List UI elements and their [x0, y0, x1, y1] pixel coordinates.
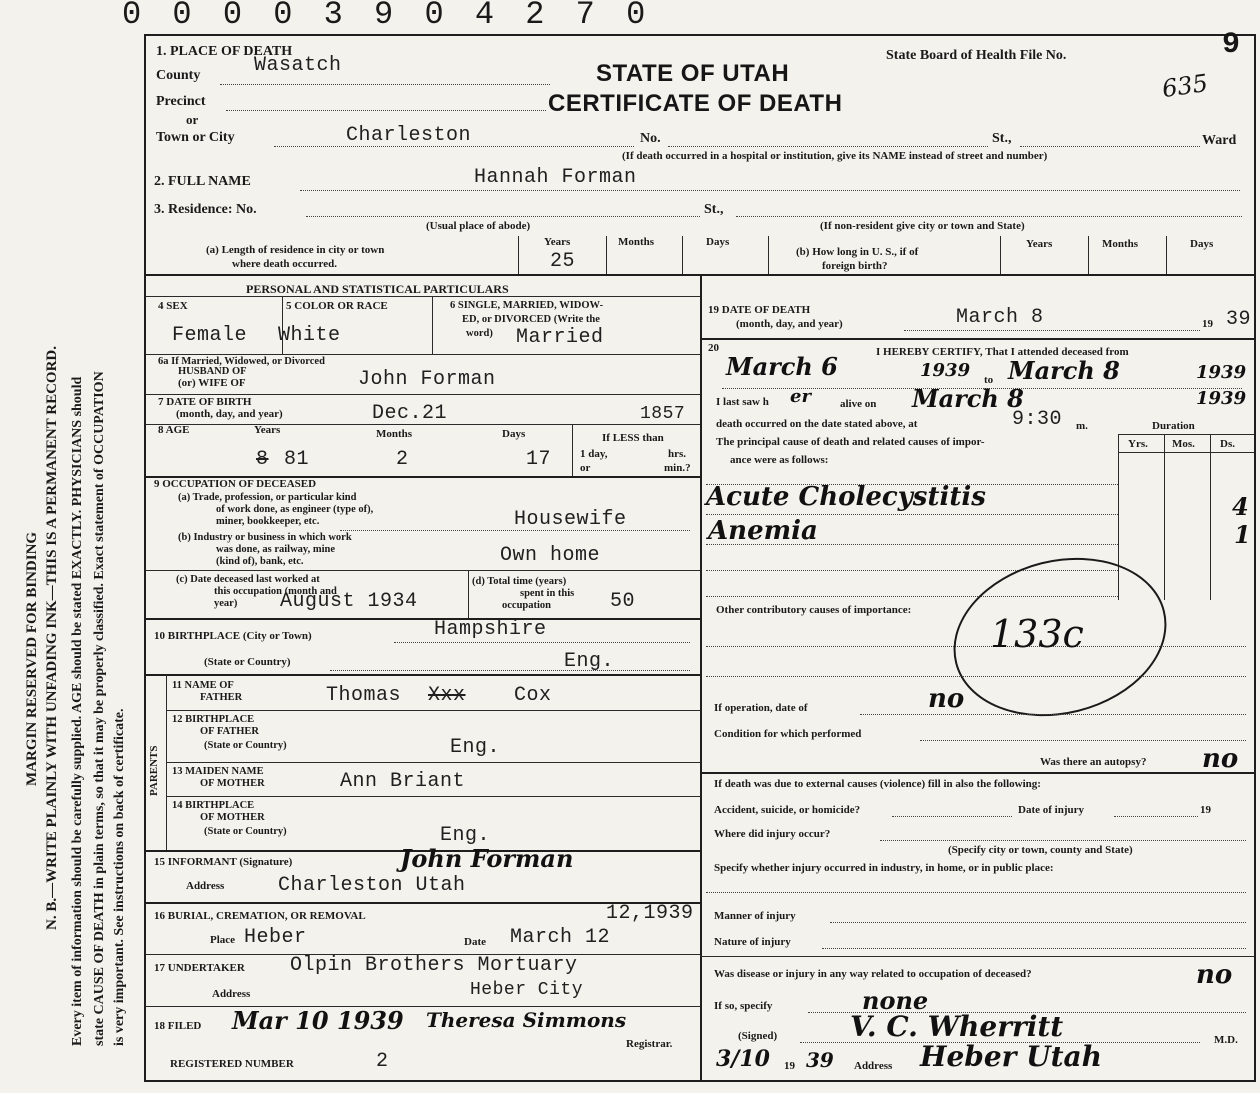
if-so-label: If so, specify [714, 1000, 773, 1012]
father-struck-text: Xxx [428, 684, 466, 707]
certificate-title: CERTIFICATE OF DEATH [548, 90, 843, 117]
mother-birthplace-label-2: OF MOTHER [200, 812, 265, 823]
serial-number: 0 0 0 0 3 9 0 4 2 7 0 [122, 0, 652, 33]
death-year-value: 39 [1226, 308, 1252, 331]
age-min-label: min.? [664, 462, 691, 474]
occupation-b-label-1: (b) Industry or business in which work [178, 532, 352, 543]
place-of-death-heading: 1. PLACE OF DEATH [156, 44, 293, 59]
last-saw-pronoun: er [790, 386, 811, 407]
attended-from-year: 1939 [920, 360, 971, 381]
occupation-c-label-2: this occupation (month and [214, 586, 337, 597]
occupation-a-label-1: (a) Trade, profession, or particular kind [178, 492, 357, 503]
residence-days-header: Days [706, 236, 730, 248]
age-days-value: 17 [526, 448, 552, 471]
age-months-header: Months [376, 428, 413, 440]
spouse-label-3: (or) WIFE OF [178, 377, 246, 389]
death-time-value: 9:30 [1012, 408, 1063, 431]
informant-address-label: Address [186, 880, 225, 892]
occupation-a-label-2: of work done, as engineer (type of), [216, 504, 374, 515]
form-right-border [1254, 34, 1256, 1082]
spouse-value: John Forman [358, 368, 496, 391]
alive-on-label: alive on [840, 398, 877, 410]
death-date-label-2: (month, day, and year) [736, 318, 843, 330]
attended-to-label: to [984, 374, 994, 386]
father-first-name: Thomas [326, 684, 402, 707]
if-so-value: none [862, 986, 929, 1015]
father-birthplace-label-2: OF FATHER [200, 726, 260, 737]
birthplace-state-value: Eng. [564, 650, 615, 673]
burial-label: 16 BURIAL, CREMATION, OR REMOVAL [154, 910, 366, 922]
death-time-suffix: m. [1076, 420, 1088, 432]
file-number-value: 9 [1222, 28, 1241, 62]
non-resident-note: (If non-resident give city or town and State) [820, 220, 1025, 232]
occupation-last-worked-value: August 1934 [280, 590, 418, 613]
informant-address-value: Charleston Utah [278, 874, 466, 897]
undertaker-label: 17 UNDERTAKER [154, 962, 245, 974]
registrar-label: Registrar. [626, 1038, 673, 1050]
external-causes-label: If death was due to external causes (violence) fill in also the following: [714, 778, 1041, 790]
father-birthplace-value: Eng. [450, 736, 501, 759]
cause-label-2: ance were as follows: [730, 454, 829, 466]
cause-1-value: Acute Cholecystitis [706, 482, 986, 512]
margin-instructions-1: Every item of information should be carefully supplied. AGE should be stated EXACTLY. PHYSICIANS should [70, 376, 85, 1046]
margin-binding-note: MARGIN RESERVED FOR BINDING [24, 531, 40, 786]
autopsy-value: no [1202, 744, 1239, 774]
occupation-trade-value: Housewife [514, 508, 627, 531]
physician-signature: V. C. Wherritt [850, 1010, 1064, 1043]
street-label: St., [992, 131, 1012, 146]
age-months-value: 2 [396, 448, 409, 471]
occupation-b-label-2: was done, as railway, mine [216, 544, 336, 555]
father-birthplace-label-3: (State or Country) [204, 740, 287, 751]
margin-permanent-record-note: N. B.—WRITE PLAINLY WITH UNFADING INK—THIS IS A PERMANENT RECORD. [44, 346, 60, 930]
age-less-label-1: If LESS than [602, 432, 664, 444]
duration-years-header: Yrs. [1128, 438, 1148, 450]
residence-months-header: Months [618, 236, 655, 248]
mother-birthplace-label-1: 14 BIRTHPLACE [172, 800, 255, 811]
spouse-label-1: 6a If Married, Widowed, or Divorced [158, 356, 325, 367]
us-years-header: Years [1026, 238, 1053, 250]
undertaker-address-label: Address [212, 988, 251, 1000]
mother-name-label-1: 13 MAIDEN NAME [172, 766, 264, 777]
hospital-note: (If death occurred in a hospital or institution, give its NAME instead of street and number) [622, 150, 1048, 162]
age-years-struck: 8 [256, 448, 269, 471]
birthplace-value: Hampshire [434, 618, 547, 641]
informant-label: 15 INFORMANT (Signature) [154, 856, 293, 868]
occupation-d-label-3: occupation [502, 600, 552, 611]
us-months-header: Months [1102, 238, 1139, 250]
marital-value: Married [516, 326, 604, 349]
usual-abode-note: (Usual place of abode) [426, 220, 531, 232]
attended-from-date: March 6 [726, 352, 838, 381]
contributory-causes-label: Other contributory causes of importance: [716, 604, 912, 616]
death-date-value: March 8 [956, 306, 1044, 329]
certify-text: I HEREBY CERTIFY, That I attended deceased from [876, 346, 1129, 358]
father-last-name: Cox [514, 684, 552, 707]
filed-date-value: Mar 10 1939 [232, 1006, 404, 1035]
form-top-border [144, 34, 1254, 36]
age-days-header: Days [502, 428, 526, 440]
length-residence-label-1: (a) Length of residence in city or town [206, 244, 385, 256]
physician-address-label: Address [854, 1060, 893, 1072]
occupation-c-label-1: (c) Date deceased last worked at [176, 574, 320, 585]
injury-location-label: Where did injury occur? [714, 828, 831, 840]
residence-street-label: St., [704, 202, 724, 217]
injury-location-note: (Specify city or town, county and State) [948, 844, 1133, 856]
duration-days-header: Ds. [1220, 438, 1235, 450]
cause-2-value: Anemia [708, 516, 818, 546]
birth-date-label-1: 7 DATE OF BIRTH [158, 396, 252, 408]
physician-address: Heber Utah [920, 1040, 1103, 1073]
burial-date-stamp: 12,1939 [606, 902, 694, 925]
margin-instructions-3: is very important. See instructions on back of certificate. [112, 708, 127, 1046]
age-less-label-3: or [580, 462, 591, 474]
registered-number-value: 2 [376, 1050, 389, 1073]
full-name-value: Hannah Forman [474, 166, 637, 189]
birthplace-state-label: (State or Country) [204, 656, 291, 668]
father-name-label-1: 11 NAME OF [172, 680, 234, 691]
us-days-header: Days [1190, 238, 1214, 250]
mother-birthplace-label-3: (State or Country) [204, 826, 287, 837]
registered-number-label: REGISTERED NUMBER [170, 1058, 294, 1070]
mother-name-label-2: OF MOTHER [200, 778, 265, 789]
autopsy-label: Was there an autopsy? [1040, 756, 1147, 768]
duration-label: Duration [1152, 420, 1195, 432]
injury-year-prefix: 19 [1200, 804, 1211, 816]
street-number-label: No. [640, 131, 661, 146]
margin-instructions-2: state CAUSE OF DEATH in plain terms, so that it may be properly classified. Exact statement of OCCUPATION [92, 371, 107, 1046]
filed-label: 18 FILED [154, 1020, 202, 1032]
operation-value: no [928, 684, 965, 714]
burial-place-label: Place [210, 934, 236, 946]
state-title: STATE OF UTAH [596, 60, 790, 87]
full-name-label: 2. FULL NAME [154, 174, 251, 189]
occupation-b-label-3: (kind of), bank, etc. [216, 556, 304, 567]
us-residence-label-1: (b) How long in U. S., if of [796, 246, 919, 258]
duration-months-header: Mos. [1172, 438, 1195, 450]
ward-label: Ward [1202, 133, 1237, 148]
cause-1-days: 4 [1232, 492, 1249, 521]
marital-label-3: word) [466, 328, 493, 339]
residence-years-value: 25 [550, 250, 576, 273]
sex-label: 4 SEX [158, 300, 188, 312]
injury-date-label: Date of injury [1018, 804, 1084, 816]
residence-label: 3. Residence: No. [154, 202, 257, 217]
injury-specify-label: Specify whether injury occurred in industry, in home, or in public place: [714, 862, 1054, 874]
age-years-header: Years [254, 424, 281, 436]
parents-side-label: PARENTS [148, 745, 160, 796]
nature-injury-label: Nature of injury [714, 936, 791, 948]
age-less-label-2: 1 day, [580, 448, 608, 460]
occupation-label: 9 OCCUPATION OF DECEASED [154, 478, 317, 490]
us-residence-label-2: foreign birth? [822, 260, 888, 272]
mother-name-value: Ann Briant [340, 770, 466, 793]
burial-date-value: March 12 [510, 926, 611, 949]
residence-years-header: Years [544, 236, 571, 248]
occupation-related-value: no [1196, 960, 1233, 990]
file-number-label: State Board of Health File No. [886, 48, 1067, 63]
or-label: or [186, 112, 199, 127]
sex-value: Female [172, 324, 248, 347]
cause-code-value: 133c [990, 612, 1084, 656]
mother-birthplace-value: Eng. [440, 824, 491, 847]
condition-label: Condition for which performed [714, 728, 862, 740]
county-label: County [156, 68, 201, 83]
race-label: 5 COLOR OR RACE [286, 300, 388, 312]
cause-2-days: 1 [1234, 520, 1251, 549]
age-label: 8 AGE [158, 424, 190, 436]
signature-year-prefix: 19 [784, 1060, 795, 1072]
age-hours-label: hrs. [668, 448, 687, 460]
occupation-related-label: Was disease or injury in any way related to occupation of deceased? [714, 968, 1032, 980]
certify-number: 20 [708, 342, 719, 354]
column-divider [700, 274, 702, 1080]
age-years-value: 81 [284, 448, 310, 471]
death-year-prefix: 19 [1202, 318, 1213, 330]
occupation-d-label-1: (d) Total time (years) [472, 576, 567, 587]
form-left-border [144, 34, 146, 1082]
occupation-d-label-2: spent in this [520, 588, 575, 599]
spouse-label-2: HUSBAND OF [178, 366, 247, 377]
birthplace-label: 10 BIRTHPLACE (City or Town) [154, 630, 312, 642]
occupation-c-label-3: year) [214, 598, 238, 609]
birth-date-value: Dec.21 [372, 402, 448, 425]
registrar-signature: Theresa Simmons [426, 1008, 627, 1032]
birth-date-label-2: (month, day, and year) [176, 408, 283, 420]
form-bottom-border [144, 1080, 1254, 1082]
occupation-total-time-value: 50 [610, 590, 636, 613]
town-label: Town or City [156, 130, 235, 145]
file-hand-number: 635 [1160, 68, 1210, 104]
precinct-label: Precinct [156, 94, 206, 109]
informant-signature: John Forman [400, 844, 574, 873]
death-date-label-1: 19 DATE OF DEATH [708, 304, 811, 316]
father-birthplace-label-1: 12 BIRTHPLACE [172, 714, 255, 725]
death-time-label: death occurred on the date stated above, at [716, 418, 918, 430]
alive-on-date: March 8 [912, 384, 1024, 413]
alive-on-year: 1939 [1196, 388, 1247, 409]
signed-label: (Signed) [738, 1030, 778, 1042]
md-label: M.D. [1214, 1034, 1238, 1046]
personal-particulars-heading: PERSONAL AND STATISTICAL PARTICULARS [246, 282, 509, 296]
accident-label: Accident, suicide, or homicide? [714, 804, 861, 816]
manner-injury-label: Manner of injury [714, 910, 796, 922]
occupation-a-label-3: miner, bookkeeper, etc. [216, 516, 320, 527]
burial-place-value: Heber [244, 926, 307, 949]
attended-to-year: 1939 [1196, 362, 1247, 383]
birth-year-value: 1857 [640, 404, 686, 424]
signature-date: 3/10 [716, 1046, 770, 1072]
last-saw-label: I last saw h [716, 396, 769, 408]
undertaker-address-value: Heber City [470, 980, 584, 1000]
county-value: Wasatch [254, 54, 342, 77]
marital-label-2: ED, or DIVORCED (Write the [462, 314, 600, 325]
signature-year: 39 [806, 1048, 834, 1072]
cause-label-1: The principal cause of death and related causes of impor- [716, 436, 985, 448]
attended-to-date: March 8 [1008, 356, 1120, 385]
marital-label-1: 6 SINGLE, MARRIED, WIDOW- [450, 300, 604, 311]
undertaker-value: Olpin Brothers Mortuary [290, 954, 578, 977]
burial-date-label: Date [464, 936, 486, 948]
father-name-label-2: FATHER [200, 692, 243, 703]
occupation-industry-value: Own home [500, 544, 601, 567]
race-value: White [278, 324, 341, 347]
length-residence-label-2: where death occurred. [232, 258, 337, 270]
town-value: Charleston [346, 124, 472, 147]
operation-label: If operation, date of [714, 702, 808, 714]
